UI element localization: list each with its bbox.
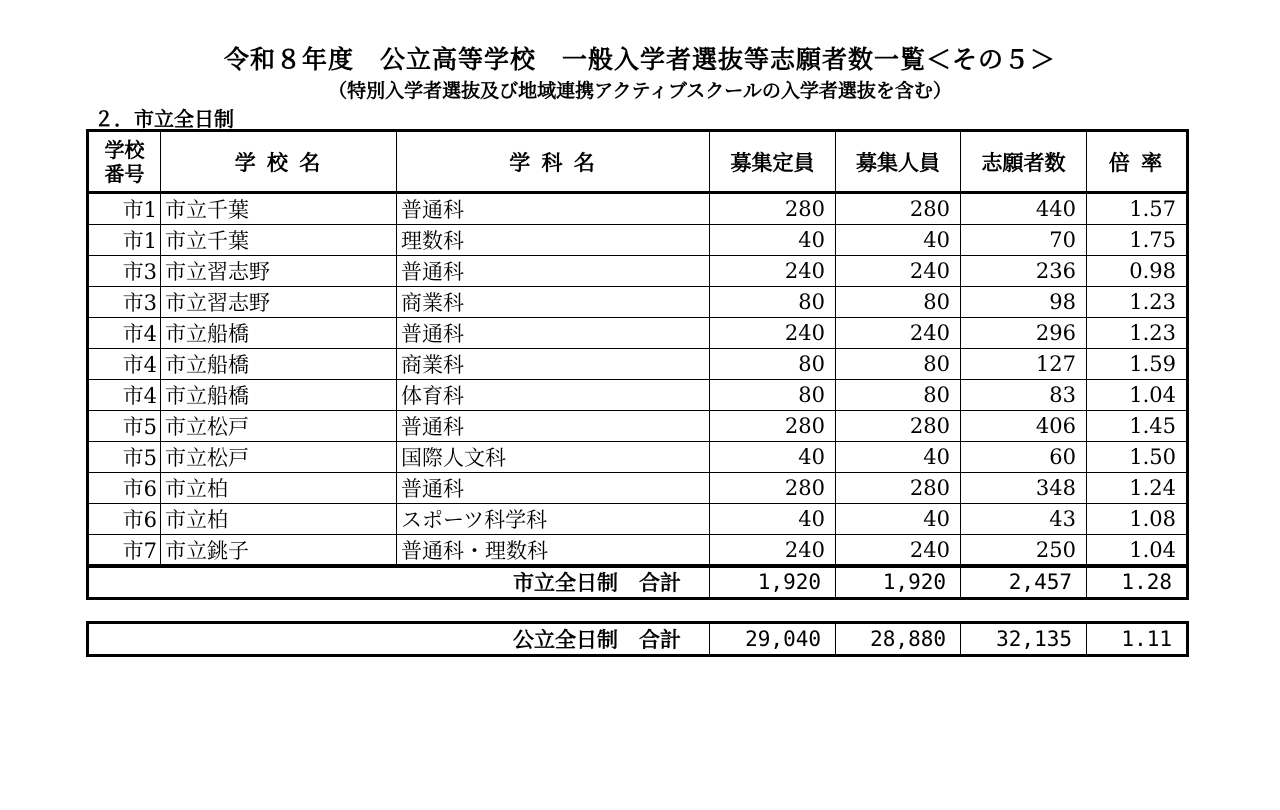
cell-capacity: 40	[710, 504, 836, 535]
cell-school-name: 市立柏	[161, 504, 397, 535]
total-row	[88, 623, 1188, 656]
cell-course-name: 国際人文科	[397, 442, 710, 473]
header-school-number-line2: 番号	[104, 161, 145, 186]
cell-ratio: 1.04	[1087, 535, 1188, 567]
subtotal-applicants: 2,457	[961, 566, 1087, 599]
cell-capacity: 280	[710, 473, 836, 504]
cell-applicants: 60	[961, 442, 1087, 473]
cell-school-name: 市立松戸	[161, 411, 397, 442]
cell-recruit: 40	[836, 504, 961, 535]
cell-capacity: 40	[710, 442, 836, 473]
total-ratio: 1.11	[1087, 623, 1188, 656]
cell-ratio: 0.98	[1087, 256, 1188, 287]
table-row	[88, 535, 1188, 567]
applicants-table	[86, 129, 1189, 568]
cell-course-name: 普通科	[397, 411, 710, 442]
cell-course-name: 普通科	[397, 193, 710, 225]
cell-course-name: 普通科	[397, 473, 710, 504]
cell-ratio: 1.23	[1087, 318, 1188, 349]
cell-applicants: 236	[961, 256, 1087, 287]
cell-school-name: 市立習志野	[161, 256, 397, 287]
table-row	[88, 504, 1188, 535]
cell-school-number: 市6	[88, 473, 161, 504]
cell-course-name: 商業科	[397, 287, 710, 318]
cell-course-name: 商業科	[397, 349, 710, 380]
header-recruit: 募集人員	[836, 131, 961, 193]
cell-capacity: 280	[710, 193, 836, 225]
cell-ratio: 1.75	[1087, 225, 1188, 256]
table-row	[88, 318, 1188, 349]
cell-capacity: 80	[710, 287, 836, 318]
cell-recruit: 80	[836, 380, 961, 411]
cell-applicants: 440	[961, 193, 1087, 225]
table-row	[88, 411, 1188, 442]
subtotal-ratio: 1.28	[1087, 566, 1188, 599]
cell-applicants: 348	[961, 473, 1087, 504]
cell-course-name: スポーツ科学科	[397, 504, 710, 535]
cell-course-name: 体育科	[397, 380, 710, 411]
cell-ratio: 1.45	[1087, 411, 1188, 442]
cell-school-name: 市立船橋	[161, 349, 397, 380]
table-row	[88, 349, 1188, 380]
table-row	[88, 442, 1188, 473]
subtotal-table	[86, 564, 1189, 600]
cell-applicants: 296	[961, 318, 1087, 349]
cell-school-name: 市立松戸	[161, 442, 397, 473]
cell-school-name: 市立柏	[161, 473, 397, 504]
cell-school-name: 市立習志野	[161, 287, 397, 318]
cell-recruit: 280	[836, 193, 961, 225]
cell-capacity: 240	[710, 318, 836, 349]
cell-school-number: 市4	[88, 318, 161, 349]
header-ratio: 倍 率	[1087, 131, 1188, 193]
header-school-number-line1: 学校	[104, 137, 145, 162]
total-label: 公立全日制 合計	[88, 623, 710, 656]
cell-school-number: 市3	[88, 256, 161, 287]
cell-school-number: 市6	[88, 504, 161, 535]
header-school-name: 学 校 名	[161, 131, 397, 193]
cell-capacity: 240	[710, 256, 836, 287]
cell-school-name: 市立船橋	[161, 318, 397, 349]
section-heading: ２．市立全日制	[94, 107, 234, 131]
total-recruit: 28,880	[836, 623, 961, 656]
cell-recruit: 280	[836, 473, 961, 504]
cell-school-number: 市4	[88, 380, 161, 411]
cell-ratio: 1.08	[1087, 504, 1188, 535]
cell-school-number: 市4	[88, 349, 161, 380]
cell-recruit: 280	[836, 411, 961, 442]
cell-school-number: 市3	[88, 287, 161, 318]
cell-recruit: 40	[836, 442, 961, 473]
table-row	[88, 380, 1188, 411]
cell-ratio: 1.24	[1087, 473, 1188, 504]
cell-recruit: 80	[836, 349, 961, 380]
cell-applicants: 250	[961, 535, 1087, 567]
table-row	[88, 256, 1188, 287]
table-header-row	[88, 131, 1188, 193]
cell-ratio: 1.59	[1087, 349, 1188, 380]
page-subtitle: （特別入学者選抜及び地域連携アクティブスクールの入学者選抜を含む）	[328, 80, 952, 102]
total-capacity: 29,040	[710, 623, 836, 656]
cell-school-number: 市1	[88, 193, 161, 225]
header-applicants: 志願者数	[961, 131, 1087, 193]
page-title: 令和８年度 公立高等学校 一般入学者選抜等志願者数一覧＜その５＞	[223, 45, 1056, 74]
cell-capacity: 240	[710, 535, 836, 567]
table-body	[88, 193, 1188, 567]
table-row	[88, 225, 1188, 256]
header-school-number	[88, 131, 161, 193]
cell-applicants: 98	[961, 287, 1087, 318]
cell-ratio: 1.23	[1087, 287, 1188, 318]
cell-school-number: 市7	[88, 535, 161, 567]
cell-capacity: 80	[710, 349, 836, 380]
header-course-name: 学 科 名	[397, 131, 710, 193]
cell-school-name: 市立船橋	[161, 380, 397, 411]
cell-ratio: 1.50	[1087, 442, 1188, 473]
table-row	[88, 193, 1188, 225]
cell-school-name: 市立千葉	[161, 225, 397, 256]
table-row	[88, 287, 1188, 318]
cell-capacity: 280	[710, 411, 836, 442]
cell-applicants: 127	[961, 349, 1087, 380]
cell-course-name: 普通科・理数科	[397, 535, 710, 567]
subtotal-row	[88, 566, 1188, 599]
cell-capacity: 40	[710, 225, 836, 256]
cell-applicants: 406	[961, 411, 1087, 442]
cell-course-name: 理数科	[397, 225, 710, 256]
cell-applicants: 83	[961, 380, 1087, 411]
cell-school-number: 市5	[88, 442, 161, 473]
cell-applicants: 70	[961, 225, 1087, 256]
cell-school-number: 市5	[88, 411, 161, 442]
cell-recruit: 40	[836, 225, 961, 256]
cell-applicants: 43	[961, 504, 1087, 535]
cell-course-name: 普通科	[397, 256, 710, 287]
cell-recruit: 240	[836, 535, 961, 567]
cell-school-number: 市1	[88, 225, 161, 256]
cell-course-name: 普通科	[397, 318, 710, 349]
cell-school-name: 市立千葉	[161, 193, 397, 225]
total-table	[86, 621, 1189, 657]
total-applicants: 32,135	[961, 623, 1087, 656]
cell-school-name: 市立銚子	[161, 535, 397, 567]
cell-recruit: 240	[836, 318, 961, 349]
cell-recruit: 240	[836, 256, 961, 287]
cell-capacity: 80	[710, 380, 836, 411]
subtotal-recruit: 1,920	[836, 566, 961, 599]
header-capacity: 募集定員	[710, 131, 836, 193]
cell-ratio: 1.04	[1087, 380, 1188, 411]
subtotal-capacity: 1,920	[710, 566, 836, 599]
cell-ratio: 1.57	[1087, 193, 1188, 225]
table-row	[88, 473, 1188, 504]
cell-recruit: 80	[836, 287, 961, 318]
subtotal-label: 市立全日制 合計	[88, 566, 710, 599]
